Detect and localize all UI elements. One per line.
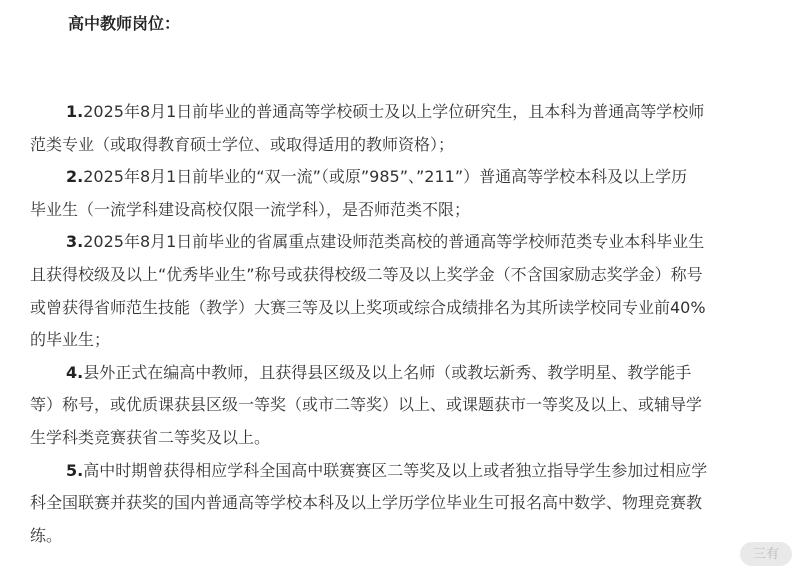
section-heading: 高中教师岗位： xyxy=(68,14,181,33)
item-number: 1. xyxy=(66,102,84,121)
item-text-line: 练。 xyxy=(30,525,63,545)
item-text-line: 或曾获得省师范生技能（教学）大赛三等及以上奖项或综合成绩排名为其所读学校同专业前40% xyxy=(30,297,706,317)
watermark-badge: 三有 xyxy=(740,542,792,566)
item-text-line: 科全国联赛并获奖的国内普通高等学校本科及以上学历学位毕业生可报名高中数学、物理竞赛教 xyxy=(30,493,703,513)
requirements-list xyxy=(30,96,790,552)
item-text-line: 2025年8月1日前毕业的省属重点建设师范类高校的普通高等学校师范类专业本科毕业生 xyxy=(83,232,705,252)
requirement-item xyxy=(30,161,790,226)
requirement-item xyxy=(30,226,790,356)
item-text-line: 高中时期曾获得相应学科全国高中联赛赛区二等奖及以上或者独立指导学生参加过相应学 xyxy=(83,460,708,480)
requirement-item xyxy=(30,357,790,455)
item-text-line: 2025年8月1日前毕业的普通高等学校硕士及以上学位研究生，且本科为普通高等学校师 xyxy=(83,102,705,121)
item-text-line: 县外正式在编高中教师，且获得县区级及以上名师（或教坛新秀、教学明星、教学能手 xyxy=(83,362,692,382)
item-number: 2. xyxy=(66,167,84,187)
requirement-item xyxy=(30,455,790,553)
item-number: 3. xyxy=(66,232,84,252)
item-text-line: 的毕业生； xyxy=(30,330,111,350)
item-text-line: 2025年8月1日前毕业的“双一流”（或原”985”、”211”）普通高等学校本科及以上学历 xyxy=(83,167,688,187)
item-number: 4. xyxy=(66,362,84,382)
item-text-line: 毕业生（一流学科建设高校仅限一流学科），是否师范类不限； xyxy=(30,199,471,219)
item-text-line: 生学科类竞赛获省二等奖及以上。 xyxy=(30,427,271,447)
item-text-line: 等）称号，或优质课获县区级一等奖（或市二等奖）以上、或课题获市一等奖及以上、或辅导学 xyxy=(30,395,703,415)
requirement-item xyxy=(30,96,790,161)
item-text-line: 且获得校级及以上“优秀毕业生”称号或获得校级二等及以上奖学金（不含国家励志奖学金）称号 xyxy=(30,264,703,284)
item-number: 5. xyxy=(66,460,84,480)
item-text-line: 范类专业（或取得教育硕士学位、或取得适用的教师资格）； xyxy=(30,134,455,154)
